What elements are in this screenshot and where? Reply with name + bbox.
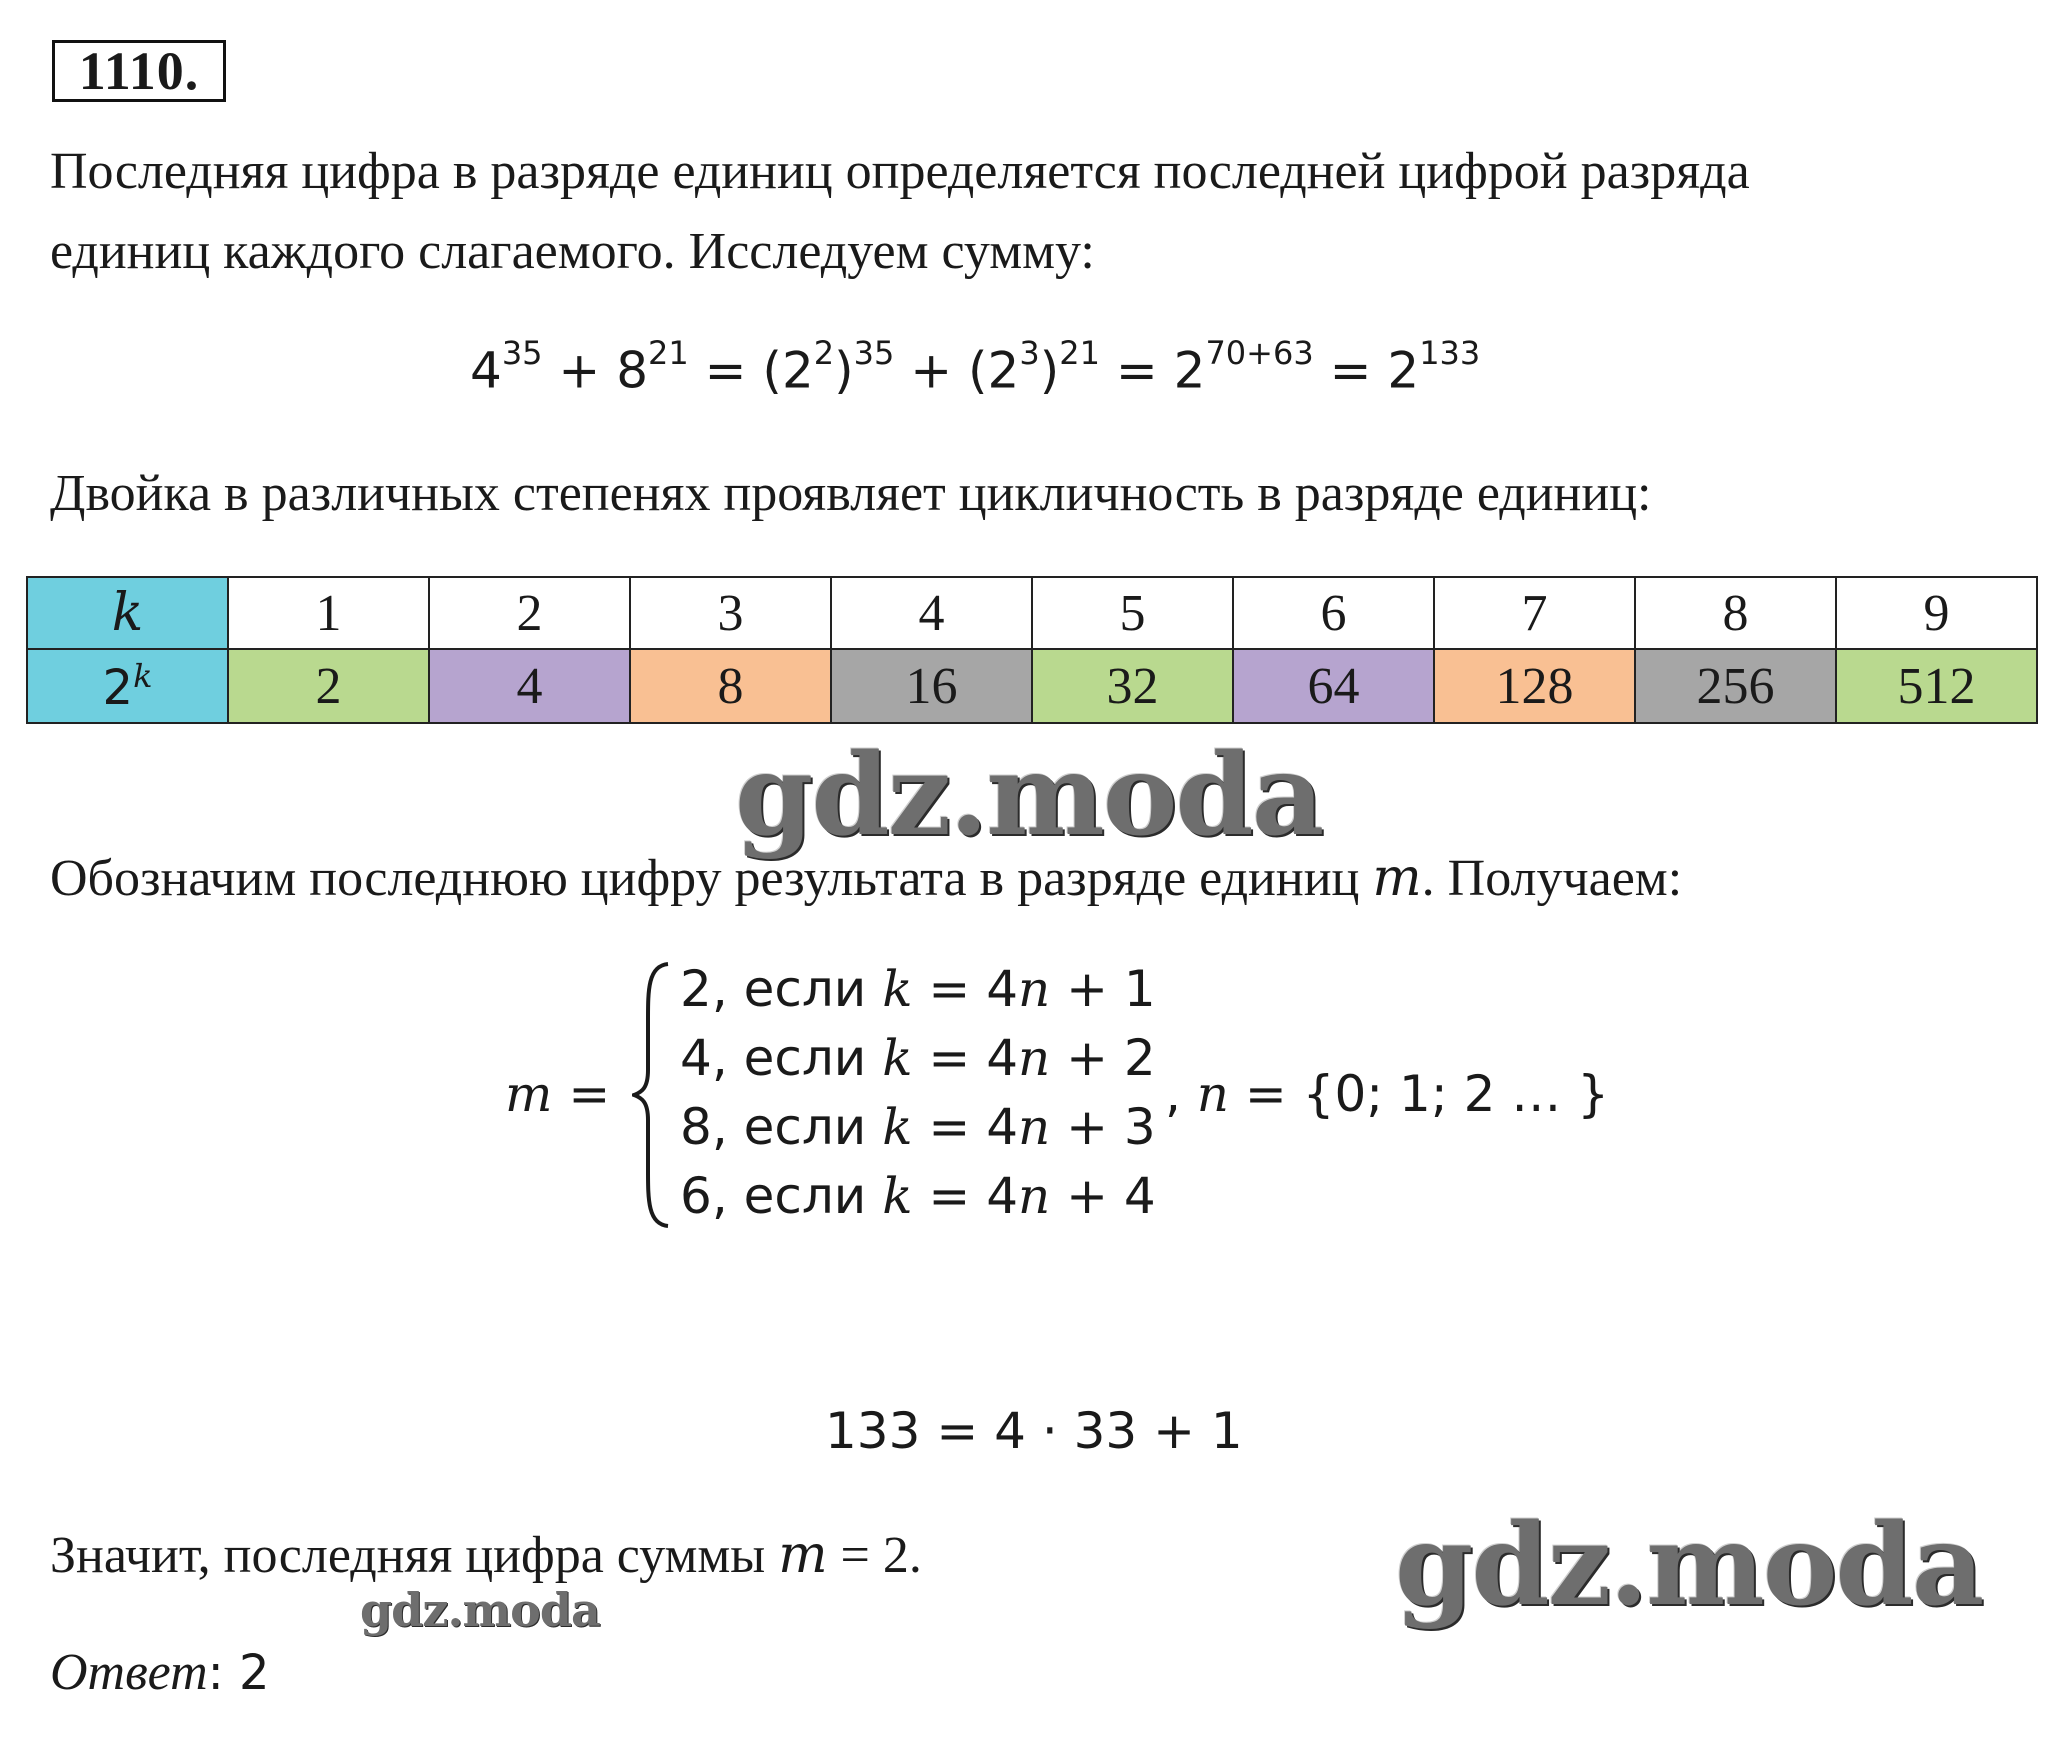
watermark-logo: gdz.moda	[735, 730, 1323, 861]
paragraph-1-line-2: единиц каждого слагаемого. Исследуем сумму:	[50, 223, 1095, 280]
table-header-k: k	[27, 577, 228, 649]
table-cell-power: 16	[831, 649, 1032, 723]
table-cell-k: 7	[1434, 577, 1635, 649]
system-lhs: m =	[505, 1065, 611, 1123]
case-line: 4, если k = 4n + 2	[680, 1029, 1156, 1087]
table-cell-k: 2	[429, 577, 630, 649]
table-cell-k: 9	[1836, 577, 2037, 649]
table-cell-k: 3	[630, 577, 831, 649]
equation-division: 133 = 4 · 33 + 1	[825, 1402, 1243, 1460]
case-line: 8, если k = 4n + 3	[680, 1098, 1156, 1156]
table-cell-k: 8	[1635, 577, 1836, 649]
conclusion: Значит, последняя цифра суммы m = 2.	[50, 1525, 922, 1585]
table-cell-power: 8	[630, 649, 831, 723]
paragraph-3: Обозначим последнюю цифру результата в разряде единиц m. Получаем:	[50, 848, 1683, 908]
table-cell-k: 6	[1233, 577, 1434, 649]
paragraph-2: Двойка в различных степенях проявляет цикличность в разряде единиц:	[50, 465, 1652, 522]
table-row-powers	[27, 649, 2037, 723]
table-cell-k: 1	[228, 577, 429, 649]
case-line: 2, если k = 4n + 1	[680, 960, 1156, 1018]
case-line: 6, если k = 4n + 4	[680, 1167, 1156, 1225]
table-cell-k: 4	[831, 577, 1032, 649]
table-header-power: 2$^k$	[27, 649, 228, 723]
system-cases	[680, 955, 1156, 1231]
problem-number: 1110.	[52, 40, 226, 102]
paragraph-1-line-1: Последняя цифра в разряде единиц определяется последней цифрой разряда	[50, 143, 1750, 200]
table-cell-power: 64	[1233, 649, 1434, 723]
table-cell-k: 5	[1032, 577, 1233, 649]
answer: Ответ: 2	[50, 1644, 270, 1701]
equation-power-sum: $4^{35} + 8^{21} = (2^2)^{35} + (2^3)^{21} = 2^{70+63} = 2^{133}$	[470, 334, 1481, 400]
table-cell-power: 32	[1032, 649, 1233, 723]
table-cell-power: 2	[228, 649, 429, 723]
table-cell-power: 128	[1434, 649, 1635, 723]
table-cell-power: 4	[429, 649, 630, 723]
table-cell-power: 512	[1836, 649, 2037, 723]
system-domain: , n = {0; 1; 2 … }	[1165, 1065, 1610, 1123]
table-cell-power: 256	[1635, 649, 1836, 723]
watermark-logo-small: gdz.moda	[360, 1583, 600, 1637]
watermark-logo: gdz.moda	[1395, 1500, 1983, 1631]
left-brace-icon	[632, 960, 672, 1230]
powers-of-two-table	[26, 576, 2038, 724]
table-row-k	[27, 577, 2037, 649]
